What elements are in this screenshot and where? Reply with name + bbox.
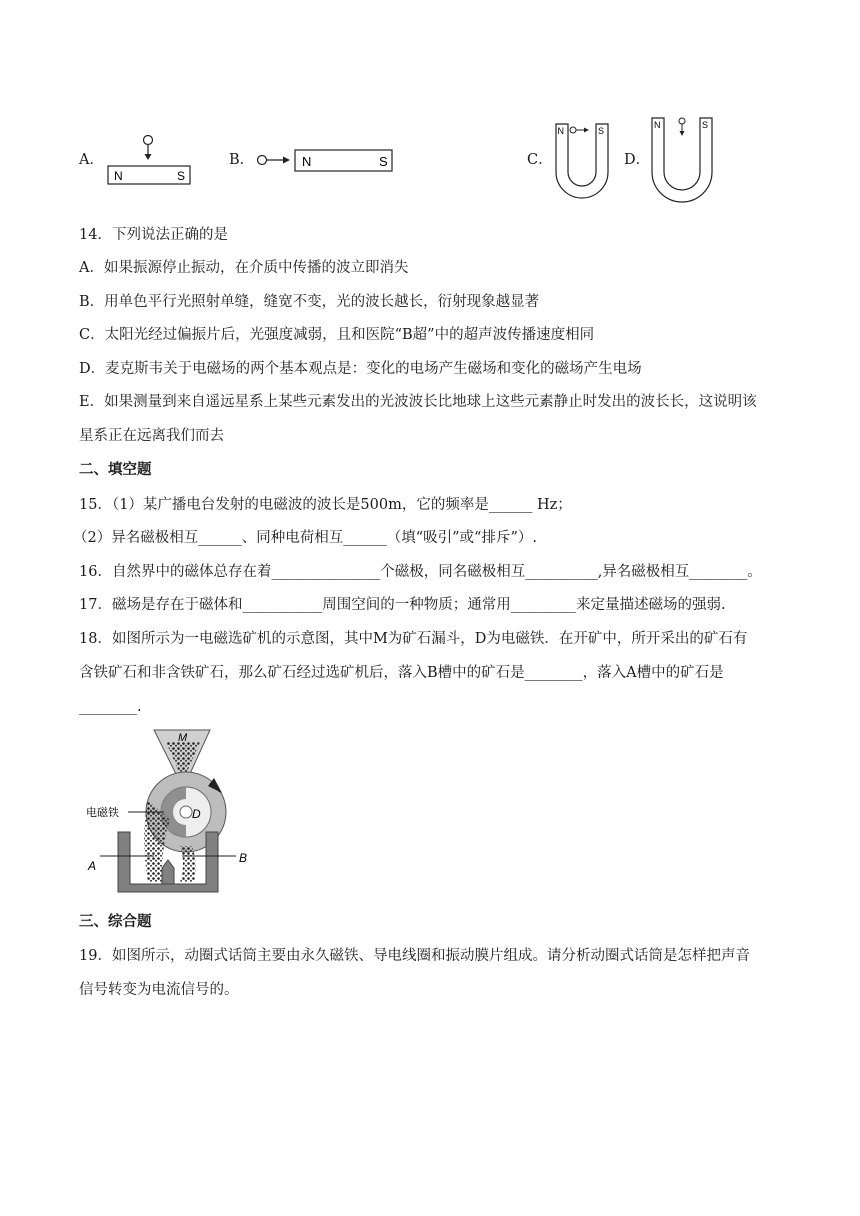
q14-option-a: A．如果振源停止振动，在介质中传播的波立即消失	[79, 260, 409, 276]
q18-line3: ________.	[79, 699, 142, 715]
magnet-n: N	[654, 120, 661, 130]
option-a-figure	[100, 130, 195, 186]
q19-line2: 信号转变为电流信号的。	[79, 982, 239, 998]
q14-option-e-line2: 星系正在远离我们而去	[79, 428, 224, 444]
option-a-label: A．	[79, 152, 104, 168]
option-d-figure	[648, 114, 716, 206]
q14-option-e-line1: E．如果测量到来自遥远星系上某些元素发出的光波波长比地球上这些元素静止时发出的波长长，这说明该	[79, 394, 757, 410]
magnet-s: S	[702, 120, 709, 130]
q15-line1: 15．（1）某广播电台发射的电磁波的波长是500m，它的频率是______ Hz；	[79, 497, 572, 513]
option-d-label: D．	[624, 152, 651, 168]
option-b-figure	[252, 146, 402, 176]
section-heading-fill-in: 二、填空题	[79, 461, 152, 478]
q14-option-d: D．麦克斯韦关于电磁场的两个基本观点是：变化的电场产生磁场和变化的磁场产生电场	[79, 361, 642, 377]
q18-line2: 含铁矿石和非含铁矿石，那么矿石经过选矿机后，落入B槽中的矿石是________，落入A槽中的矿石是	[79, 665, 724, 681]
label-electromagnet: 电磁铁	[86, 807, 119, 819]
label-m: M	[178, 732, 188, 744]
magnet-n: N	[557, 126, 564, 136]
q16: 16．自然界中的磁体总存在着_______________个磁极，同名磁极相互__________,异名磁极相互________。	[79, 564, 762, 580]
label-d: D	[192, 807, 201, 821]
q15-line2: （2）异名磁极相互______、同种电荷相互______（填“吸引”或“排斥”）.	[73, 530, 537, 546]
magnet-n: N	[302, 154, 312, 169]
q14-option-c: C．太阳光经过偏振片后，光强度减弱，且和医院“B超”中的超声波传播速度相同	[79, 327, 595, 343]
option-c-figure	[552, 120, 612, 202]
magnet-s: S	[379, 154, 388, 169]
magnet-s: S	[598, 126, 605, 136]
section-heading-comprehensive: 三、综合题	[79, 913, 152, 930]
option-b-label: B．	[229, 152, 255, 168]
ore-separator-figure	[82, 722, 257, 897]
magnet-s: S	[177, 169, 186, 183]
q14-option-b: B．用单色平行光照射单缝，缝宽不变，光的波长越长，衍射现象越显著	[79, 294, 540, 310]
q14-stem: 14．下列说法正确的是	[79, 227, 228, 243]
option-c-label: C．	[527, 152, 553, 168]
q19-line1: 19．如图所示，动圈式话筒主要由永久磁铁、导电线圈和振动膜片组成。请分析动圈式话筒是怎样把声音	[79, 948, 750, 964]
q18-line1: 18．如图所示为一电磁选矿机的示意图，其中M为矿石漏斗，D为电磁铁．在开矿中，所开采出的矿石有	[79, 631, 748, 647]
magnet-n: N	[114, 169, 123, 183]
q17: 17．磁场是存在于磁体和___________周围空间的一种物质；通常用_________来定量描述磁场的强弱.	[79, 597, 726, 613]
label-b: B	[239, 851, 248, 865]
label-a: A	[88, 859, 97, 873]
